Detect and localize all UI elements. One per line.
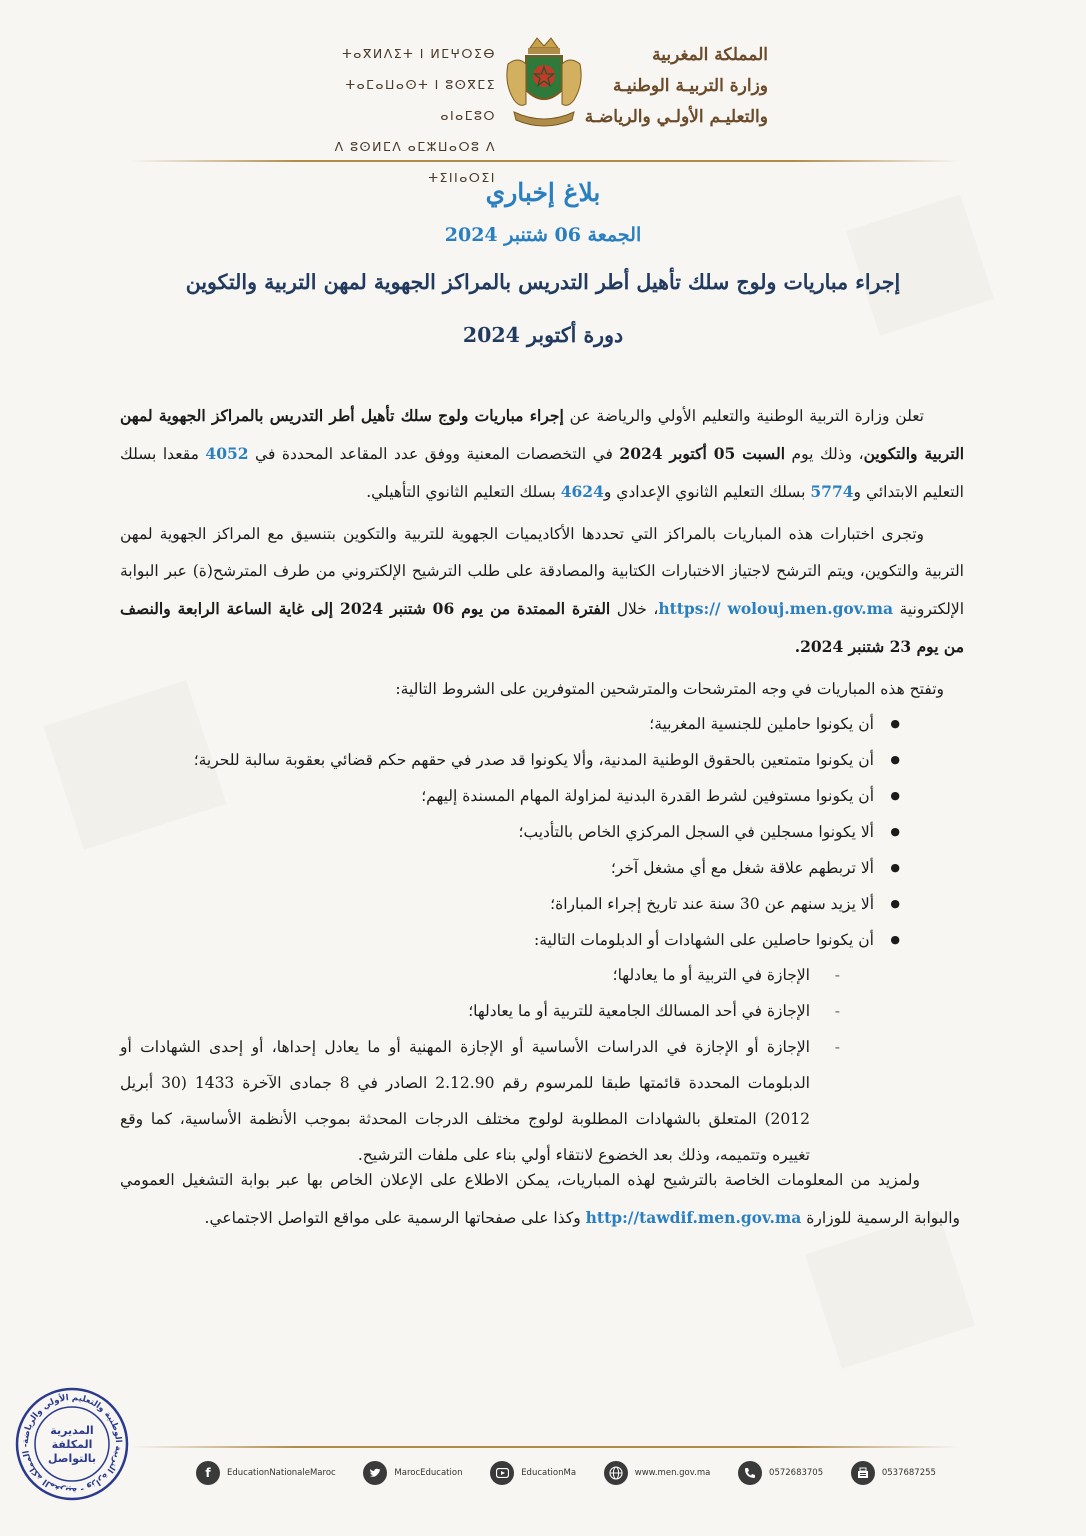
seats-middle: 5774 <box>810 482 854 501</box>
facebook-handle: EducationNationaleMaroc <box>227 1468 336 1478</box>
seats-high: 4624 <box>560 482 604 501</box>
bold-text: إجراء مباريات ولوج سلك تأهيل أطر التدريس بالمراكز الجهوية لمهن التربية والتكوين <box>120 406 965 463</box>
svg-text:المكلفة: المكلفة <box>51 1438 93 1451</box>
svg-text:المملكة المغربية - وزارة الترب: المملكة المغربية - وزارة التربية الوطنية والتعليم الأولي والرياضة - <box>20 1392 124 1496</box>
svg-text:بالتواصل: بالتواصل <box>48 1452 96 1465</box>
announcement-session: دورة أكتوبر 2024 <box>462 323 624 347</box>
text: تعلن وزارة التربية الوطنية والتعليم الأولي والرياضة عن <box>563 407 924 425</box>
website-link[interactable] <box>604 1461 711 1485</box>
twitter-link[interactable] <box>363 1461 462 1485</box>
page-title: بلاغ إخباري <box>485 178 601 207</box>
svg-text:المديرية: المديرية <box>50 1424 94 1437</box>
ministry-line: والتعليـم الأولـي والرياضـة <box>584 107 768 127</box>
list-item: ● ألا تربطهم علاقة شغل مع أي مشغل آخر؛ <box>194 850 900 886</box>
list-item: - الإجازة في أحد المسالك الجامعية للتربية أو ما يعادلها؛ <box>120 993 840 1029</box>
text: وتجرى اختبارات هذه المباريات بالمراكز التي تحددها الأكاديميات الجهوية للتربية والتكوين بتنسيق مع المراكز الجهوية لمهن التربية والتكوين، ويتم الترشح لاجتياز الاختبارات الكتابية والمصادقة على طلب الترشيح الإلكتروني من طرف المترشح(ة) عبر البوابة الإلكترونية <box>120 525 965 618</box>
text: ، وذلك يوم <box>785 445 864 463</box>
youtube-link[interactable] <box>490 1461 576 1485</box>
text: بسلك التعليم الثانوي الإعدادي و <box>603 483 811 501</box>
text: بسلك التعليم الثانوي التأهيلي. <box>366 483 561 501</box>
list-item: ● ألا يزيد سنهم عن 30 سنة عند تاريخ إجراء المباراة؛ <box>194 886 900 922</box>
globe-icon <box>604 1461 628 1485</box>
footer-contacts <box>196 1458 936 1488</box>
ministry-line: ⵜⴰⵎⴰⵡⴰⵙⵜ ⵏ ⵓⵙⴳⵎⵉ ⴰⵏⴰⵎⵓⵔ <box>345 77 496 123</box>
twitter-handle: MarocEducation <box>394 1468 463 1478</box>
facebook-link[interactable] <box>196 1461 336 1485</box>
conditions-intro: وتفتح هذه المباريات في وجه المترشحات والمترشحين المتوفرين على الشروط التالية: <box>395 680 944 698</box>
text: ، خلال <box>610 600 659 618</box>
fax-number: 0537687255 <box>881 1468 936 1478</box>
list-item: ● أن يكونوا متمتعين بالحقوق الوطنية المدنية، وألا يكونوا قد صدر في حقهم حكم قضائي بعقوبة سالبة للحرية؛ <box>194 742 900 778</box>
phone-icon <box>738 1461 762 1485</box>
tawdif-link[interactable]: http://tawdif.men.gov.ma <box>585 1208 802 1227</box>
announcement-date: الجمعة 06 شتنبر 2024 <box>444 224 642 246</box>
conditions-list <box>194 706 900 958</box>
list-item: - الإجازة في التربية أو ما يعادلها؛ <box>120 957 840 993</box>
ministry-line: ⵜⴰⴳⵍⴷⵉⵜ ⵏ ⵍⵎⵖⵔⵉⴱ <box>342 46 496 61</box>
degrees-list <box>120 957 840 1173</box>
seats-primary: 4052 <box>205 444 249 463</box>
text: وكذا على صفحاتها الرسمية على مواقع التواصل الاجتماعي. <box>204 1209 586 1227</box>
website-url: www.men.gov.ma <box>634 1468 711 1478</box>
ministry-line: المملكة المغربية <box>652 45 768 65</box>
announcement-subject: إجراء مباريات ولوج سلك تأهيل أطر التدريس بالمراكز الجهوية لمهن التربية والتكوين <box>185 270 901 294</box>
official-stamp <box>14 1386 130 1502</box>
list-item: ● أن يكونوا مستوفين لشرط القدرة البدنية لمزاولة المهام المسندة إليهم؛ <box>194 778 900 814</box>
fax-icon <box>851 1461 875 1485</box>
text: ولمزيد من المعلومات الخاصة بالترشيح لهذه المباريات، يمكن الاطلاع على الإعلان الخاص بها عبر بوابة التشغيل العمومي والبوابة الرسمية للوزارة <box>120 1171 960 1227</box>
list-item: ● أن يكونوا حاملين للجنسية المغربية؛ <box>194 706 900 742</box>
youtube-handle: EducationMa <box>521 1468 577 1478</box>
more-info-paragraph <box>120 1162 960 1237</box>
phone-number: 0572683705 <box>769 1468 824 1478</box>
header-divider <box>130 160 960 162</box>
phone-contact[interactable] <box>738 1461 823 1485</box>
list-item: ● ألا يكونوا مسجلين في السجل المركزي الخاص بالتأديب؛ <box>194 814 900 850</box>
intro-paragraph <box>120 397 964 511</box>
registration-period: الفترة الممتدة من يوم 06 شتنبر 2024 إلى غاية الساعة الرابعة والنصف من يوم 23 شتنبر 2024. <box>120 599 964 656</box>
list-item: - الإجازة أو الإجازة في الدراسات الأساسية أو الإجازة المهنية أو ما يعادل إحداها، أو إحدى الشهادات أو الدبلومات المحددة قائمتها طبقا للمرسوم رقم 2.12.90 الصادر في 8 جمادى الآخرة 1433 (30 أبريل 2012) المتعلق بالشهادات المطلوبة لولوج مختلف الدرجات المحدثة بموجب الأنظمة الأساسية، كما وقع تغييره وتتميمه، وذلك بعد الخضوع لانتقاء أولي بناء على ملفات الترشيح. <box>120 1029 840 1173</box>
ministry-name-amazigh <box>316 38 496 193</box>
ministry-line: وزارة التربيـة الوطنيـة <box>612 76 768 96</box>
wolouj-link[interactable]: https:// wolouj.men.gov.ma <box>658 599 894 618</box>
coat-of-arms-logo <box>500 34 588 130</box>
background-shape <box>846 194 994 336</box>
ministry-line: ⴷ ⵓⵙⵍⵎⴷ ⴰⵎⵣⵡⴰⵔⵓ ⴷ ⵜⵉⵏⵏⴰⵔⵉⵏ <box>334 139 496 185</box>
youtube-icon <box>490 1461 514 1485</box>
facebook-icon: f <box>196 1461 220 1485</box>
registration-paragraph <box>120 516 964 666</box>
exam-date: السبت 05 أكتوبر 2024 <box>619 444 786 463</box>
list-item: ● أن يكونوا حاصلين على الشهادات أو الدبلومات التالية: <box>194 922 900 958</box>
text: مقعدا بسلك التعليم الابتدائي و <box>120 445 964 501</box>
twitter-icon <box>363 1461 387 1485</box>
footer-divider <box>130 1446 960 1448</box>
fax-contact[interactable] <box>851 1461 936 1485</box>
text: في التخصصات المعنية ووفق عدد المقاعد المحددة في <box>248 445 620 463</box>
ministry-name-arabic <box>568 40 768 133</box>
